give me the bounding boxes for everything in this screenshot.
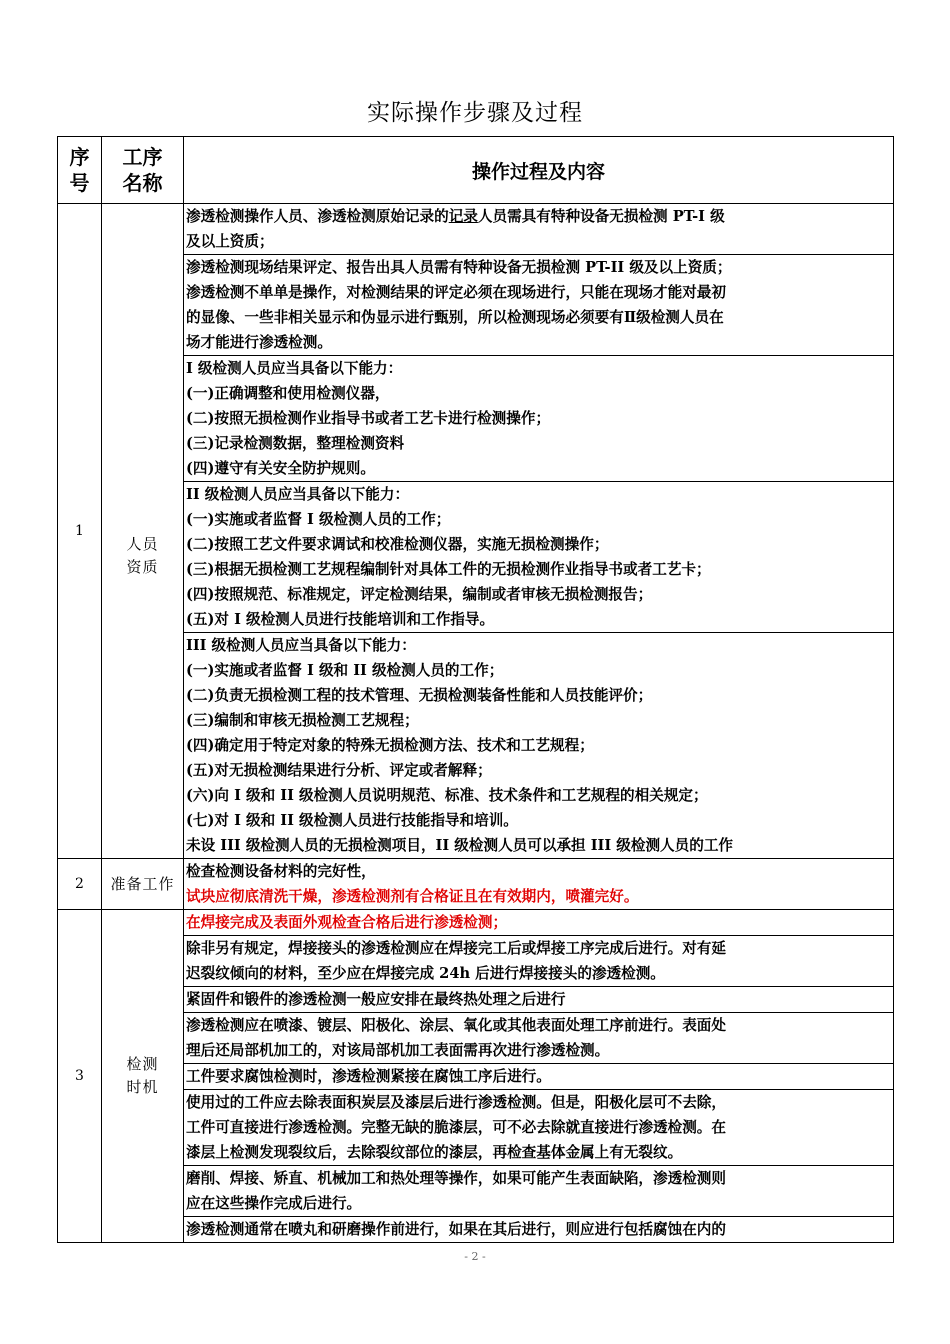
text-line: (五)对 I 级检测人员进行技能培训和工作指导。: [186, 611, 495, 628]
page-title: 实际操作步骤及过程: [367, 100, 583, 126]
row-seq: 2: [58, 859, 102, 910]
procedure-table: [57, 136, 894, 1243]
content-block: [184, 1217, 893, 1242]
text-line: 使用过的工件应去除表面积炭层及漆层后进行渗透检测。但是，阳极化层可不去除，: [186, 1094, 726, 1111]
text-line: 漆层上检测发现裂纹后，去除裂纹部位的漆层，再检查基体金属上有无裂纹。: [186, 1144, 683, 1161]
text-line: 工件要求腐蚀检测时，渗透检测紧接在腐蚀工序后进行。: [186, 1068, 551, 1085]
content-block: [184, 633, 893, 858]
table-row: [58, 859, 894, 910]
row-content: [184, 910, 894, 1243]
content-block: [184, 859, 893, 909]
text-line: 及以上资质；: [186, 233, 274, 250]
content-block: [184, 1013, 893, 1064]
table-header-row: [58, 137, 894, 204]
text-line: 除非另有规定，焊接接头的渗透检测应在焊接完工后或焊接工序完成后进行。对有延: [186, 940, 726, 957]
row-seq: 1: [58, 204, 102, 859]
text-line: (一)正确调整和使用检测仪器，: [186, 385, 390, 402]
row-seq: 3: [58, 910, 102, 1243]
row-process-name: 人员 资质: [102, 204, 184, 859]
text-line: 应在这些操作完成后进行。: [186, 1195, 362, 1212]
text-line: 紧固件和锻件的渗透检测一般应安排在最终热处理之后进行: [186, 991, 566, 1008]
text-line: 场才能进行渗透检测。: [186, 334, 332, 351]
text-line: 磨削、焊接、矫直、机械加工和热处理等操作，如果可能产生表面缺陷，渗透检测则: [186, 1170, 726, 1187]
text-line-emphasis: 在焊接完成及表面外观检查合格后进行渗透检测；: [186, 914, 508, 931]
text-line-emphasis: 试块应彻底清洗干燥，渗透检测剂有合格证且在有效期内，喷灌完好。: [186, 888, 639, 905]
text-line: 迟裂纹倾向的材料，至少应在焊接完成 24h 后进行焊接接头的渗透检测。: [186, 965, 665, 982]
content-block: [184, 1064, 893, 1090]
content-block: [184, 482, 893, 633]
text-line: III 级检测人员应当具备以下能力：: [186, 637, 416, 654]
text-line: (二)按照无损检测作业指导书或者工艺卡进行检测操作；: [186, 410, 551, 427]
content-block: [184, 1166, 893, 1217]
text-line: (七)对 I 级和 II 级检测人员进行技能指导和培训。: [186, 812, 518, 829]
text-line: (二)按照工艺文件要求调试和校准检测仪器，实施无损检测操作；: [186, 536, 609, 553]
text-line: II 级检测人员应当具备以下能力：: [186, 486, 410, 503]
text-line: 渗透检测现场结果评定、报告出具人员需有特种设备无损检测 PT-II 级及以上资质；: [186, 259, 732, 276]
text-line: (一)实施或者监督 I 级检测人员的工作；: [186, 511, 451, 528]
text-line: (三)记录检测数据，整理检测资料: [186, 435, 405, 452]
text-line: (二)负责无损检测工程的技术管理、无损检测装备性能和人员技能评价；: [186, 687, 653, 704]
row-content: [184, 204, 894, 859]
content-block: [184, 255, 893, 356]
text-line: (一)实施或者监督 I 级和 II 级检测人员的工作；: [186, 662, 504, 679]
header-seq: 序 号: [58, 137, 102, 204]
content-block: [184, 204, 893, 255]
content-block: [184, 936, 893, 987]
row-process-name: 检测 时机: [102, 910, 184, 1243]
text-line: 检查检测设备材料的完好性，: [186, 863, 376, 880]
text-line: (三)编制和审核无损检测工艺规程；: [186, 712, 419, 729]
text-line: (四)确定用于特定对象的特殊无损检测方法、技术和工艺规程；: [186, 737, 594, 754]
content-block: [184, 910, 893, 936]
text-line: (四)遵守有关安全防护规则。: [186, 460, 375, 477]
content-block: [184, 356, 893, 482]
text-line: (三)根据无损检测工艺规程编制针对具体工件的无损检测作业指导书或者工艺卡；: [186, 561, 711, 578]
page-number: - 2 -: [464, 1250, 486, 1263]
text-line: (六)向 I 级和 II 级检测人员说明规范、标准、技术条件和工艺规程的相关规定；: [186, 787, 708, 804]
header-process-name: 工序 名称: [102, 137, 184, 204]
text-line: 渗透检测通常在喷丸和研磨操作前进行，如果在其后进行，则应进行包括腐蚀在内的: [186, 1221, 726, 1238]
row-content: [184, 859, 894, 910]
content-block: [184, 1090, 893, 1166]
text-line: (五)对无损检测结果进行分析、评定或者解释；: [186, 762, 492, 779]
text-line: 工件可直接进行渗透检测。完整无缺的脆漆层，可不必去除就直接进行渗透检测。在: [186, 1119, 726, 1136]
text-line: 渗透检测操作人员、渗透检测原始记录的记录人员需具有特种设备无损检测 PT-I 级: [186, 208, 725, 225]
text-line: 未设 III 级检测人员的无损检测项目，II 级检测人员可以承担 III 级检测人员的工作: [186, 837, 734, 854]
text-line: (四)按照规范、标准规定，评定检测结果，编制或者审核无损检测报告；: [186, 586, 653, 603]
text-line: 的显像、一些非相关显示和伪显示进行甄别，所以检测现场必须要有Ⅱ级检测人员在: [186, 309, 724, 326]
header-content: 操作过程及内容: [184, 137, 894, 204]
text-line: 理后还局部机加工的，对该局部机加工表面需再次进行渗透检测。: [186, 1042, 610, 1059]
table-row: [58, 910, 894, 1243]
text-line: I 级检测人员应当具备以下能力：: [186, 360, 403, 377]
content-block: [184, 987, 893, 1013]
text-line: 渗透检测不单单是操作，对检测结果的评定必须在现场进行，只能在现场才能对最初: [186, 284, 726, 301]
table-row: [58, 204, 894, 859]
text-line: 渗透检测应在喷漆、镀层、阳极化、涂层、氧化或其他表面处理工序前进行。表面处: [186, 1017, 726, 1034]
row-process-name: 准备工作: [102, 859, 184, 910]
